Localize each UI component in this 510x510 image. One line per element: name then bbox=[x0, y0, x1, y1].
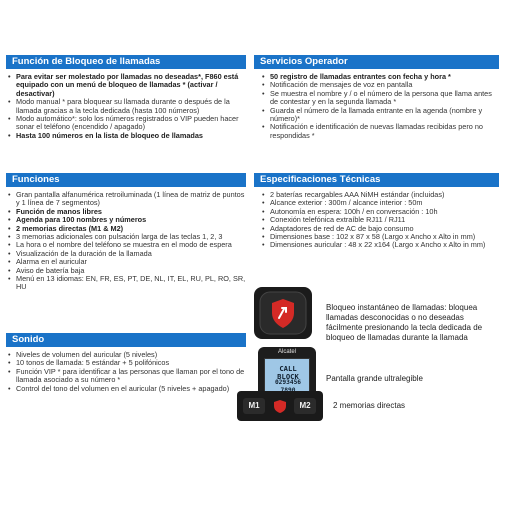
list-item: • Para evitar ser molestado por llamadas no deseadas*, F860 está equipado con un menú de bloqueo de llamadas * (activar / desactivar) bbox=[6, 73, 246, 98]
list-item: • Función VIP * para identificar a las personas que llaman por el tono de llamada asociado a su número * bbox=[6, 368, 246, 385]
list-item: • Agenda para 100 nombres y números bbox=[6, 216, 246, 224]
list-item: • La hora o el nombre del teléfono se muestra en el modo de espera bbox=[6, 241, 246, 249]
list-item: • Hasta 100 números en la lista de bloqueo de llamadas bbox=[6, 132, 246, 140]
list-item: • 2 baterías recargables AAA NiMH estándar (incluidas) bbox=[260, 191, 500, 199]
m1-label: M1 bbox=[248, 401, 260, 410]
call-block-button-image bbox=[254, 287, 312, 339]
list-item: • 2 memorias directas (M1 & M2) bbox=[6, 225, 246, 233]
especificaciones-list bbox=[260, 191, 500, 250]
list-item: • Alarma en el auricular bbox=[6, 258, 246, 266]
list-item: • Dimensiones auricular : 48 x 22 x164 (Largo x Ancho x Alto in mm) bbox=[260, 241, 500, 249]
section-header-bloqueo: Función de Bloqueo de llamadas bbox=[6, 55, 246, 69]
block-caption: Bloqueo instantáneo de llamadas: bloquea llamadas desconocidas o no deseadas fácilmente presionando la tecla dedicada de bloqueo de llamadas durante la llamada bbox=[326, 303, 483, 342]
list-item: • Dimensiones base : 102 x 87 x 58 (Largo x Ancho x Alto in mm) bbox=[260, 233, 500, 241]
list-item: • Visualización de la duración de la llamada bbox=[6, 250, 246, 258]
list-item: • 10 tonos de llamada: 5 estándar + 5 polifónicos bbox=[6, 359, 246, 367]
list-item: • Alcance exterior : 300m / alcance interior : 50m bbox=[260, 199, 500, 207]
list-item: • 3 memorias adicionales con pulsación larga de las teclas 1, 2, 3 bbox=[6, 233, 246, 241]
display-line-1: CALL BLOCK bbox=[277, 364, 299, 381]
m2-key bbox=[294, 398, 316, 414]
list-item: • Modo manual * para bloquear su llamada durante o después de la llamada gracias a la tecla dedicada (hasta 100 números) bbox=[6, 98, 246, 115]
section-header-servicios: Servicios Operador bbox=[254, 55, 499, 69]
list-item: • Adaptadores de red de AC de bajo consumo bbox=[260, 225, 500, 233]
list-item: • 50 registro de llamadas entrantes con fecha y hora * bbox=[260, 73, 500, 81]
memory-caption: 2 memorias directas bbox=[333, 401, 406, 410]
funciones-list bbox=[6, 191, 246, 292]
sonido-list bbox=[6, 351, 246, 393]
display-line-2: 0293456 bbox=[274, 379, 302, 386]
list-item: • Notificación de mensajes de voz en pantalla bbox=[260, 81, 500, 89]
list-item: • Niveles de volumen del auricular (5 niveles) bbox=[6, 351, 246, 359]
list-item: • Modo automático*: solo los números registrados o VIP pueden hacer sonar el teléfono (encendido / apagado) bbox=[6, 115, 246, 132]
list-item: • Autonomía en espera: 100h / en conversación : 10h bbox=[260, 208, 500, 216]
section-header-especificaciones: Especificaciones Técnicas bbox=[254, 173, 499, 187]
section-header-funciones: Funciones bbox=[6, 173, 246, 187]
brand-label: Alcatel bbox=[277, 349, 296, 355]
section-header-sonido: Sonido bbox=[6, 333, 246, 347]
memory-keys-image bbox=[237, 391, 323, 421]
list-item: • Notificación e identificación de nuevas llamadas recibidas pero no respondidas * bbox=[260, 123, 500, 140]
list-item: • Conexión telefónica extraíble RJ11 / RJ11 bbox=[260, 216, 500, 224]
list-item: • Se muestra el nombre y / o el número de la persona que llama antes de contestar y en la segunda llamada * bbox=[260, 90, 500, 107]
list-item: • Guarda el número de la llamada entrante en la agenda (nombre y número)* bbox=[260, 107, 500, 124]
list-item: • Menú en 13 idiomas: EN, FR, ES, PT, DE, NL, IT, EL, RU, PL, RO, SR, HU bbox=[6, 275, 246, 292]
list-item: • Control del tono del volumen en el auricular (5 niveles + apagado) bbox=[6, 385, 246, 393]
screen-caption: Pantalla grande ultralegible bbox=[326, 374, 423, 383]
servicios-list bbox=[260, 73, 500, 140]
list-item: • Función de manos libres bbox=[6, 208, 246, 216]
m1-key bbox=[243, 398, 265, 414]
list-item: • Aviso de batería baja bbox=[6, 267, 246, 275]
list-item: • Gran pantalla alfanumérica retroiluminada (1 línea de matriz de puntos y 1 línea de 7 segmentos) bbox=[6, 191, 246, 208]
bloqueo-list bbox=[6, 73, 246, 140]
m2-label: M2 bbox=[299, 401, 311, 410]
shield-icon bbox=[273, 399, 287, 414]
